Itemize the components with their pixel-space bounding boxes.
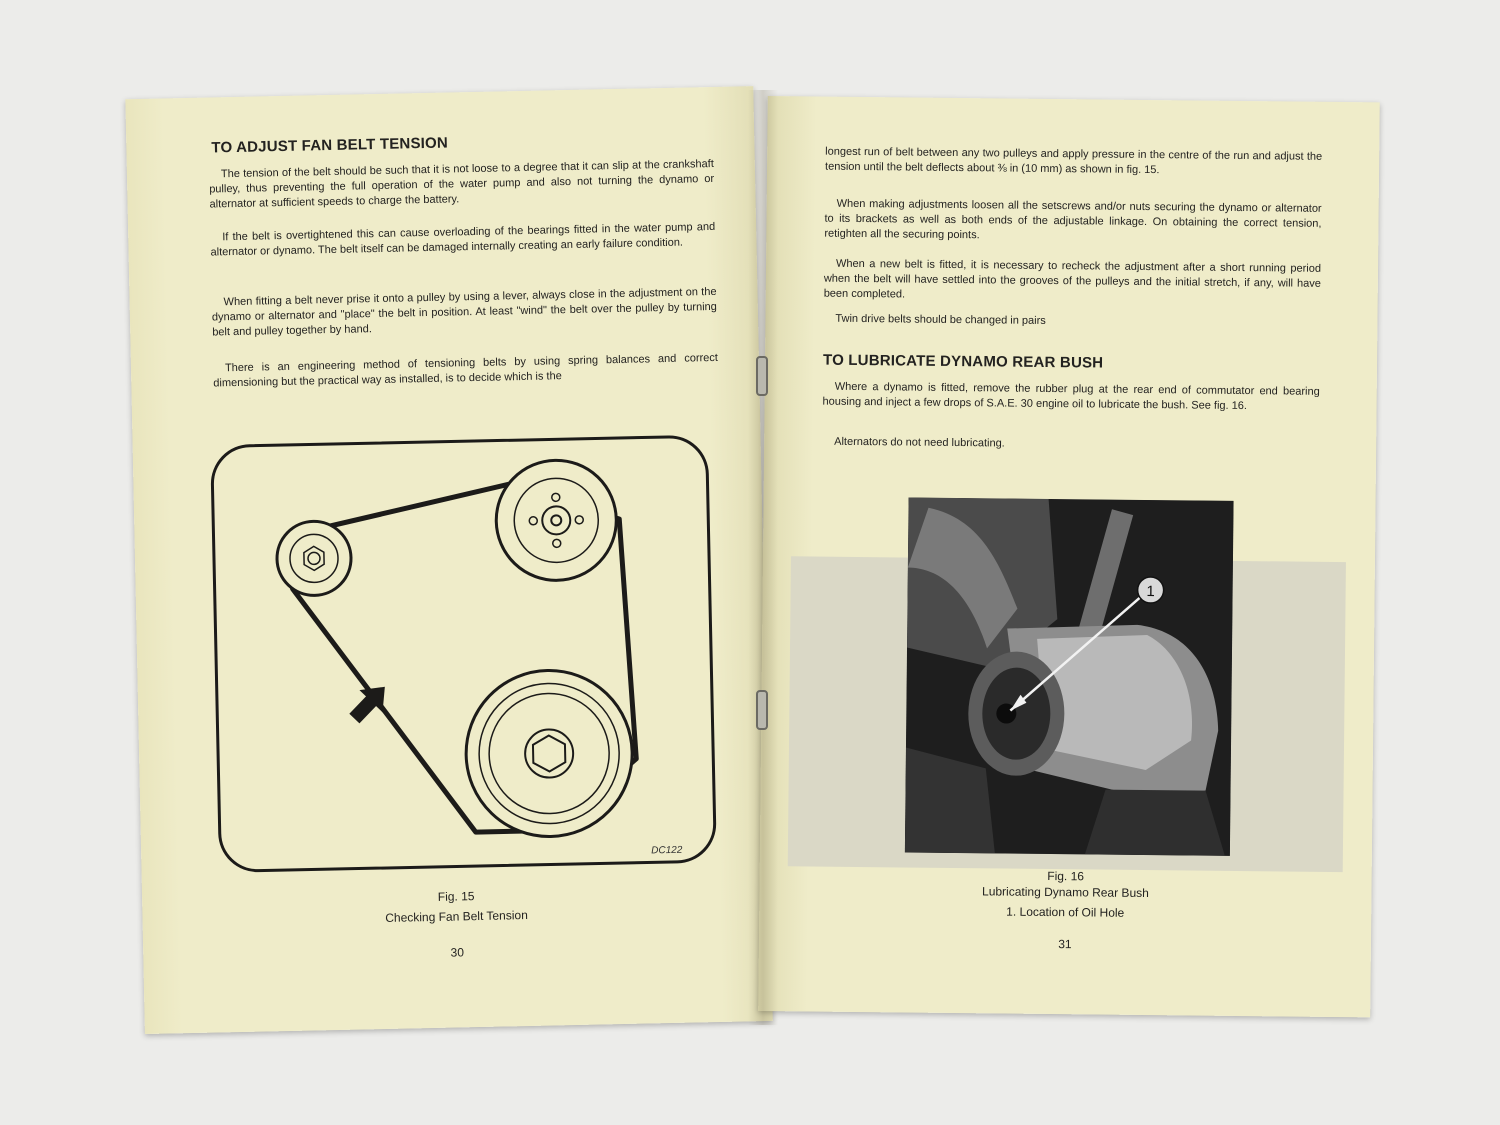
left-paragraph-2: If the belt is overtightened this can cause overloading of the bearings fitted in the water pump and alternator or dynamo. The belt itself can be damaged internally creating an early failure condition. [210, 220, 716, 259]
fan-belt-heading: TO ADJUST FAN BELT TENSION [211, 134, 449, 157]
dynamo-photo [905, 498, 1234, 856]
staple-bottom [756, 690, 768, 730]
fig16-label: Fig. 16 [1047, 868, 1085, 884]
page-number-left: 30 [450, 945, 465, 960]
left-paragraph-4: There is an engineering method of tensioning belts by using spring balances and correct dimensioning but the practical way as installed, is to decide which is the [213, 351, 719, 390]
fig16-caption: Lubricating Dynamo Rear Bush [982, 884, 1149, 901]
fan-belt-diagram [208, 432, 722, 882]
right-paragraph-3: When a new belt is fitted, it is necessary to recheck the adjustment after a short running period when the belt will have settled into the grooves of the pulleys and the initial stretch, if any, will have been completed. [823, 257, 1322, 301]
fig15-label: Fig. 15 [437, 889, 475, 904]
fig15-caption: Checking Fan Belt Tension [385, 908, 528, 925]
right-paragraph-2: When making adjustments loosen all the setscrews and/or nuts securing the dynamo or alternator to its brackets as well as both ends of the adjustable linkage. On obtaining the correct tension, retighten all the securing points. [824, 197, 1322, 242]
left-paragraph-3: When fitting a belt never prise it onto a pulley by using a lever, always close in the adjustment on the dynamo or alternator and "place" the belt in position. At least "wind" the belt over the pulley by turning belt and pulley together by hand. [211, 285, 717, 339]
figure-code: DC122 [651, 844, 683, 857]
dynamo-pulley [276, 521, 352, 597]
staple-top [756, 356, 768, 396]
diagram-frame [212, 436, 716, 871]
deflection-arrow-icon [343, 676, 397, 730]
right-paragraph-5: Where a dynamo is fitted, remove the rubber plug at the rear end of commutator end bearing housing and inject a few drops of S.A.E. 30 engine oil to lubricate the bush. See fig. 16. [822, 380, 1320, 413]
left-paragraph-1: The tension of the belt should be such that it is not loose to a degree that it can slip at the crankshaft pulley, thus preventing the full operation of the water pump and also not turning the dynamo or alternator at sufficient speeds to charge the battery. [209, 157, 715, 211]
crankshaft-pulley [464, 669, 633, 838]
right-paragraph-1: longest run of belt between any two pulleys and apply pressure in the centre of the run and adjust the tension until the belt deflects about ⅜ in (10 mm) as shown in fig. 15. [824, 145, 1323, 177]
lubricate-heading: TO LUBRICATE DYNAMO REAR BUSH [822, 351, 1104, 372]
right-paragraph-6: Alternators do not need lubricating. [834, 435, 1005, 450]
page-number-right: 31 [1058, 937, 1072, 952]
water-pump-pulley [495, 459, 617, 581]
right-page [758, 96, 1380, 1017]
callout-number: 1 [1146, 583, 1155, 601]
left-page [125, 86, 772, 1034]
fig16-legend: 1. Location of Oil Hole [1006, 904, 1125, 920]
right-paragraph-4: Twin drive belts should be changed in pairs [835, 312, 1046, 327]
